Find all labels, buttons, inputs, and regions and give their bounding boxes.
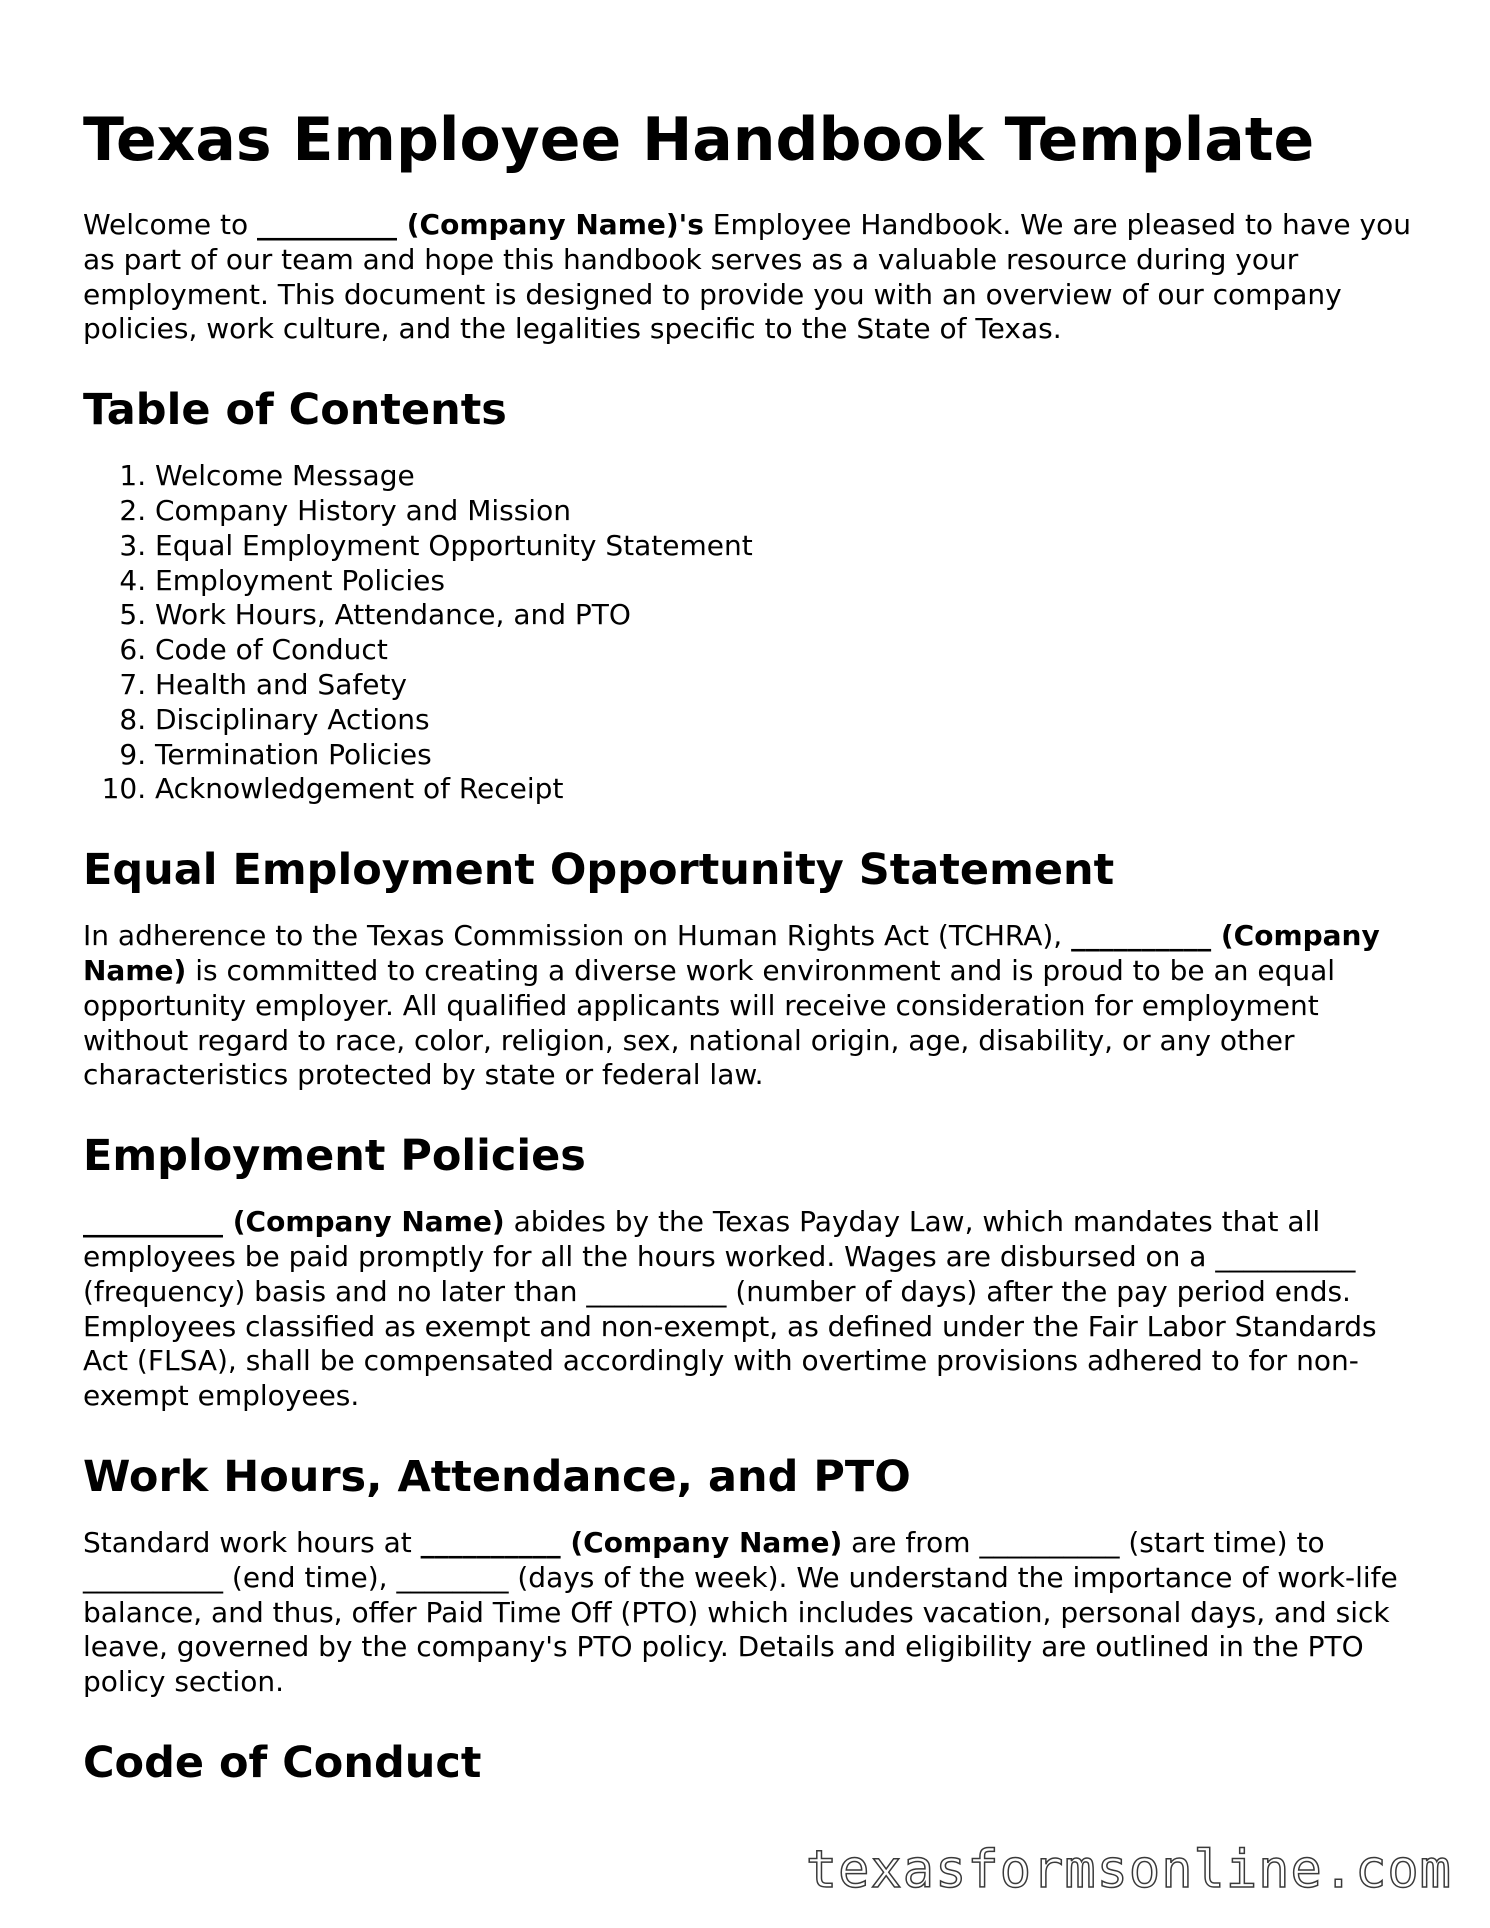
employment-text-a: abides by the Texas Payday Law, which mandates that all employees be paid promptly for all the hours worked. Wages are disbursed on a — [83, 1205, 1321, 1273]
toc-item: 8. Disciplinary Actions — [155, 703, 1413, 738]
document-title: Texas Employee Handbook Template — [83, 105, 1315, 175]
company-name-blank: __________ — [257, 208, 397, 241]
end-time-blank: __________ — [83, 1560, 223, 1594]
days-blank: __________ — [586, 1274, 727, 1308]
toc-item: 2. Company History and Mission — [155, 494, 1413, 529]
eeo-heading: Equal Employment Opportunity Statement — [83, 845, 1115, 896]
company-name-label: (Company Name) — [223, 1205, 505, 1239]
toc-item: 4. Employment Policies — [155, 564, 1413, 599]
hours-paragraph — [83, 1526, 1413, 1700]
hours-text-a: are from — [842, 1525, 980, 1559]
toc-heading: Table of Contents — [83, 385, 507, 436]
employment-text-c: (number of days) after the pay period ends. Employees classified as exempt and non-exempt, as defined under the Fair Labor Standards Act (FLSA), shall be compensated accordingly with overtime provisions adhered to for non-exempt employees. — [83, 1274, 1377, 1413]
company-name-label: (Company Name) — [560, 1525, 843, 1559]
document-page — [83, 100, 1413, 1812]
toc-item: 3. Equal Employment Opportunity Statement — [155, 529, 1413, 564]
hours-text-b: (start time) to — [1119, 1525, 1325, 1559]
hours-text-d: (days of the week). We understand the importance of work-life balance, and thus, offer Paid Time Off (PTO) which includes vacation, personal days, and sick leave, governed by the company's PTO policy. Details and eligibility are outlined in the PTO policy section. — [83, 1560, 1398, 1699]
hours-heading: Work Hours, Attendance, and PTO — [83, 1451, 911, 1502]
eeo-text-post: is committed to creating a diverse work environment and is proud to be an equal opportunity employer. All qualified applicants will receive consideration for employment without regard to race, color, religion, sex, national origin, age, disability, or any other characteristics protected by state or federal law. — [83, 953, 1336, 1092]
company-name-blank: __________ — [1071, 919, 1212, 953]
toc-list — [83, 459, 1413, 807]
intro-text-pre: Welcome to — [83, 208, 257, 241]
frequency-blank: __________ — [1215, 1239, 1356, 1273]
company-name-label: (Company Name)'s — [397, 208, 704, 241]
start-time-blank: __________ — [979, 1525, 1120, 1559]
conduct-heading: Code of Conduct — [83, 1737, 482, 1788]
toc-item: 7. Health and Safety — [155, 668, 1413, 703]
eeo-text-pre: In adherence to the Texas Commission on Human Rights Act (TCHRA), — [83, 919, 1072, 953]
eeo-paragraph — [83, 919, 1413, 1093]
employment-text-b: (frequency) basis and no later than — [83, 1274, 587, 1308]
employment-paragraph — [83, 1205, 1413, 1414]
hours-text-c: (end time), — [223, 1560, 397, 1594]
company-name-label: (Company Name) — [83, 919, 1380, 987]
toc-item: 9. Termination Policies — [155, 738, 1413, 773]
toc-item: 5. Work Hours, Attendance, and PTO — [155, 598, 1413, 633]
toc-item: 10. Acknowledgement of Receipt — [155, 772, 1413, 807]
employment-heading: Employment Policies — [83, 1131, 586, 1182]
toc-item: 1. Welcome Message — [155, 459, 1413, 494]
intro-paragraph — [83, 208, 1413, 347]
toc-item: 6. Code of Conduct — [155, 633, 1413, 668]
hours-text-pre: Standard work hours at — [83, 1525, 421, 1559]
intro-text-post: Employee Handbook. We are pleased to have you as part of our team and hope this handbook serves as a valuable resource during your employment. This document is designed to provide you with an overview of our company policies, work culture, and the legalities specific to the State of Texas. — [83, 208, 1412, 346]
company-name-blank: __________ — [83, 1205, 223, 1239]
days-of-week-blank: ________ — [396, 1560, 509, 1594]
site-watermark: texasformsonline.com — [805, 1840, 1452, 1900]
company-name-blank: __________ — [420, 1525, 561, 1559]
